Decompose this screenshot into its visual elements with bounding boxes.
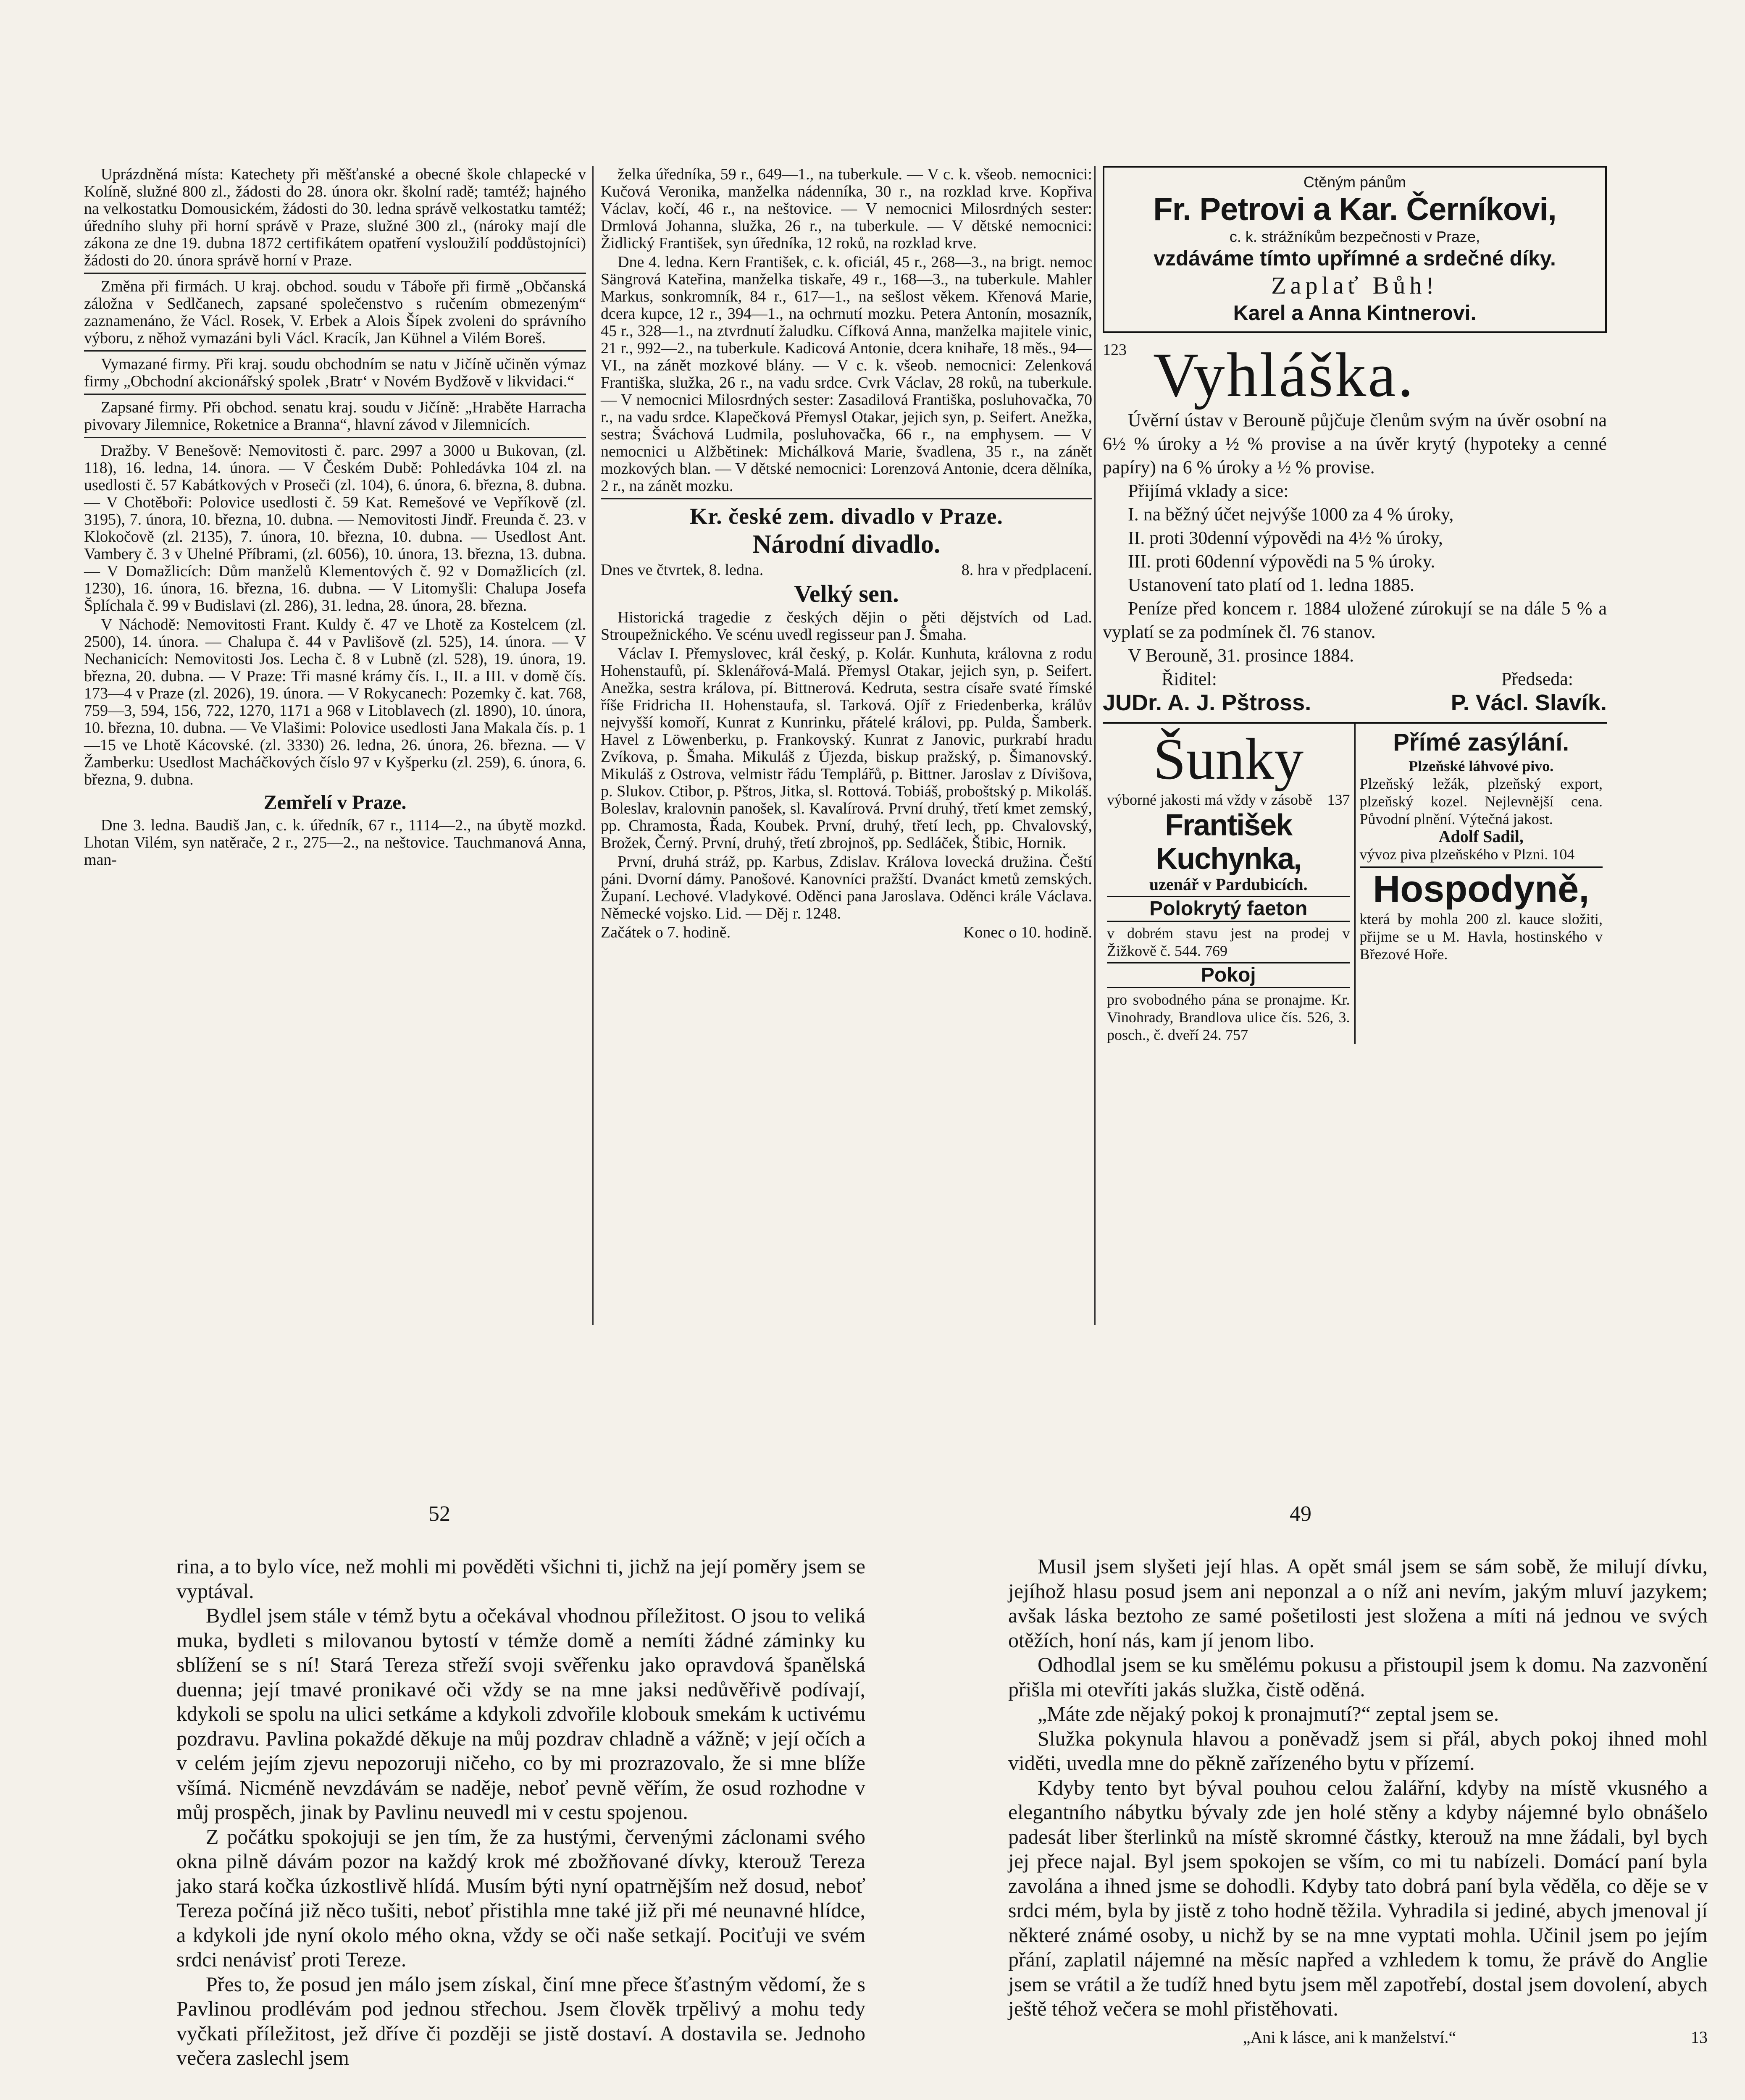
auctions-notice: Dražby. V Benešově: Nemovitosti č. parc. 2997 a 3000 u Bukovan, (zl. 118), 16. ledna, 14. února. — V Českém Dubě: Pohledávka 104 zl. na usedlosti č. 57 Kabátkových v Proseči (zl. 104), 6. února, 6. března, 8. dubna. — V Chotěboři: Polovice usedlosti č. 59 Kat. Remešové ve Vepříkově (zl. 3195), 7. února, 10. března, 10. dubna. — Nemovitosti Jindř. Freunda č. 23. v Klokočově (zl. 2135), 7. února, 10. března, 10. dubna. — Usedlost Ant. Vambery č. 3 v Uhelné Příbrami, (zl. 6056), 10. února, 13. března, 13. dubna. — V Domažlicích: Dům manželů Klementových č. 92 v Domažlicích (zl. 1230), 16. února, 16. března, 16. dubna. — V Litomyšli: Chalupa Josefa Šplíchala č. 99 v Budislavi (zl. 286), 31. ledna, 28. února, 28. března. [84, 442, 586, 614]
deaths-entry: Dne 3. ledna. Baudiš Jan, c. k. úředník, 67 r., 1114—2., na úbytě mozkd. Lhotan Vilém, syn natěrače, 2 r., 275—2., na neštovice. Tauchmanová Anna, man- [84, 816, 586, 869]
bank-notice [1103, 409, 1607, 667]
deaths-entry-day4: Dne 4. ledna. Kern František, c. k. oficiál, 45 r., 268—3., na brigt. nemoc Sängrová Kateřina, manželka tiskaře, 49 r., 168—3., na tuberkule. Mahler Markus, sonkromník, 84 r., 617—1., na sešlost věkem. Křenová Marie, dcera kupce, 12 r., 394—1., na ochrnutí mozku. Petera Antonín, mosazník, 45 r., 328—1., na ztvrdnutí žaludku. Cífková Anna, manželka majitele vinic, 21 r., 992—2., na tuberkule. Kadicová Antonie, dcera knihaře, 18 měs., 94—VI., na zánět mozkové blány. — V c. k. všeob. nemocnici: Zelenková Františka, služka, 26 r., na vadu srdce. Cvrk Václav, 28 roků, na tuberkule. — V nemocnici Milosrdných sester: Zasadilová Františka, posluhovačka, 70 r., na vadu srdce. Klapečková Přemysl Otakar, jejich syn, p. Seifert. Anežka, sestra; Šváchová Ludmila, posluhovačka, 66 r., na emphysem. — V nemocnici u Alžbětinek: Michálková Marie, švadlena, 35 r., na zánět mozkových blan. — V dětské nemocnici: Lorenzová Antonie, dcera dělníka, 2 r., na zánět mozku. [601, 253, 1092, 495]
bank-notice-signatures [1103, 691, 1607, 714]
performance-times [601, 924, 1092, 941]
carriage-ad-title: Polokrytý faeton [1107, 896, 1350, 922]
ham-ad-seller: František Kuchynka, [1156, 808, 1301, 876]
theatre-heading: Kr. české zem. divadlo v Praze. [690, 504, 1003, 529]
beer-ad-subtitle: Plzeňské láhvové pivo. [1409, 758, 1554, 774]
bank-notice-roles [1103, 667, 1607, 691]
subscription-note: 8. hra v předplacení. [961, 561, 1092, 579]
thanks-ad-signature: Karel a Anna Kintnerovi. [1233, 301, 1477, 325]
room-ad-text: pro svobodného pána se pronajme. Kr. Vinohrady, Brandlova ulice čís. 526, 3. posch., č. dveří 24. [1107, 991, 1350, 1043]
book-footer [1008, 2025, 1708, 2050]
start-time: Začátek o 7. hodině. [601, 924, 731, 941]
book-page-right [1008, 1554, 1708, 2050]
beer-ad-title: Přímé zasýlání. [1393, 729, 1569, 756]
ad-number: 104 [1552, 846, 1575, 863]
thanks-ad-blessing: Zaplať Bůh! [1271, 272, 1438, 299]
book-paragraph: Přes to, že posud jen málo jsem získal, činí mne přece šťastným vědomí, že s Pavlinou prodlévám pod jednou střechou. Jsem člověk trpělivý a mohu tedy vyčkati příležitost, jež dříve či později se jistě dostaví. A dostavila se. Jednoho večera zaslechl jsem [176, 1972, 865, 2069]
deleted-firms-notice: Vymazané firmy. Při kraj. soudu obchodním se natu v Jičíně učiněn výmaz firmy „Obchodní akcionářský spolek ‚Bratr‘ v Novém Bydžově v likvidaci.“ [84, 355, 586, 390]
bank-notice-validity: Ustanovení tato platí od 1. ledna 1885. [1128, 575, 1414, 595]
play-title: Velký sen. [794, 580, 899, 607]
carriage-ad-body [1107, 924, 1350, 960]
thanks-ad-role: c. k. strážníkům bezpečnosti v Praze, [1229, 228, 1480, 245]
director-role: Řiditel: [1162, 669, 1217, 689]
beer-ad-text: Plzeňský ležák, plzeňský export, plzeňský kozel. Nejlevnější cena. Původní plnění. Výtečná jakost. [1359, 775, 1603, 827]
chairman-role: Předseda: [1501, 669, 1573, 689]
room-ad-body [1107, 991, 1350, 1044]
ham-ad-text-row [1107, 791, 1350, 808]
book-paragraph: Bydlel jsem stále v témž bytu a očekával vhodnou příležitost. O jsou to veliká muka, bydleti s milovanou bytostí v témže domě a nemíti žádné záminky ku sblížení se s ní! Stará Tereza střeží svoji svěřenku jako opravdová španělská duenna; její tmavé pronikavé oči vždy se na mne jaksi nedůvěřivě podívají, kdykoli se spolu na ulici setkáme a kdykoli zdvořile klobouk smekám k uctivému pozdravu. Pavlina pokaždé děkuje na můj pozdrav chladně a vážně; v její očích a v celém jejím zjevu nepozoruji ničeho, co by mi prozrazovalo, že si mne blíže všímá. Nicméně nevzdávám se naděje, neboť pevně věřím, že osud rozhodne v můj prospěch, jinak by Pavlinu neuvedl mi v cestu spojenou. [176, 1604, 865, 1824]
section-heading-deaths: Zemřelí v Praze. [263, 791, 407, 814]
book-footer-number: 13 [1691, 2027, 1708, 2047]
deposit-rate-3: III. proti 60denní výpovědi na 5 % úroky. [1128, 551, 1435, 572]
ad-number: 123 [1103, 341, 1127, 359]
auctions-notice-cont: V Náchodě: Nemovitosti Frant. Kuldy č. 47 ve Lhotě za Kostelcem (zl. 2500), 14. února. — Chalupa č. 44 v Pavlišově (zl. 525), 14. února. — V Nechanicích: Nemovitosti Jos. Lecha č. 8 v Lubně (zl. 528), 19. února, 19. března, 20. dubna. — V Praze: Tři masné krámy čís. I., II. a III. v domě čís. 173—4 v Praze (zl. 2026), 19. února. — V Rokycanech: Pozemky č. kat. 768, 759—3, 594, 156, 722, 1270, 1171 a 968 v Litoblavech (zl. 1890), 10. února, 10. března, 10. dubna. — Ve Vlašimi: Polovice usedlosti Jana Makala čís. p. 1—15 ve Lhotě Kácovské. (zl. 3330) 26. ledna, 26. února, 26. března. — V Žamberku: Usedlost Macháčkových číslo 97 v Kyšperku (zl. 259), 6. února, 6. března, 9. dubna. [84, 616, 586, 788]
notice-header [1103, 341, 1607, 409]
ad-number: 757 [1225, 1026, 1248, 1043]
thanks-ad [1103, 166, 1607, 333]
beer-ad-text-2: vývoz piva plzeňského v Plzni. [1359, 846, 1548, 863]
book-paragraph: Kdyby tento byt býval pouhou celou žalářní, kdyby na místě vkusného a elegantního nábytku bývaly zde jen holé stěny a kdyby nájemné bylo obnášelo padesát liber šterlinků na místě skromné částky, kterouž na mne žádali, byl bych jej přece najal. Byl jsem spokojen se vším, co mi tu nabízeli. Domácí paní byla zavolána a ihned jsme se dohodli. Kdyby tato dobrá paní byla věděla, co děje se v srdci mém, byla by jistě z toho hodně těžila. Vyhradila si jediné, abych jmenoval jí některé známé osoby, u nichž by se na mne vyptati mohla. Učinil jsem po jejím přání, zaplatil nájemné na měsíc napřed a vzhledem k tomu, že právě do Anglie jsem se vrátil a že tudíž hned bytu jsem měl zapotřebí, dostal jsem dovolení, abych ještě téhož večera se mohl přistěhovati. [1008, 1775, 1708, 2020]
beer-ad-seller: Adolf Sadil, [1438, 827, 1524, 846]
divider [84, 394, 586, 395]
page-number-right: 49 [1290, 1502, 1311, 1526]
play-description: Historická tragedie z českých dějin o pěti dějstvích od Lad. Stroupežnického. Ve scénu uvedl regisseur pan J. Šmaha. [601, 609, 1092, 643]
thanks-ad-names: Fr. Petrovi a Kar. Černíkovi, [1153, 192, 1556, 227]
divider [601, 498, 1092, 499]
theatre-subheading: Národní divadlo. [752, 530, 941, 559]
book-paragraph: „Máte zde nějaký pokoj k pronajmutí?“ zeptal jsem se. [1038, 1702, 1499, 1725]
room-ad-title: Pokoj [1107, 962, 1350, 988]
vacancies-notice: Uprázdněná místa: Katechety při měšťanské a obecné škole chlapecké v Kolíně, služné 800 zl., žádosti do 28. února okr. školní radě; tamtéž; hajného na velkostatku Domousickém, žádosti do 30. ledna správě velkostatku tamtéž; úředního sluhy při horní správě v Praze, služné 300 zl., (nároky mají dle zákona ze dne 19. dubna 1872 certifikátem opatření vysloužilí poddůstojníci) žádosti do 20. února správě horní v Praze. [84, 165, 586, 269]
news-column-1 [84, 166, 586, 870]
small-ads-right [1354, 724, 1607, 1044]
director-name: JUDr. A. J. Pštross. [1103, 690, 1311, 715]
book-page-left [176, 1554, 865, 2070]
deaths-entry-cont: želka úředníka, 59 r., 649—1., na tuberkule. — V c. k. všeob. nemocnici: Kučová Veronika, manželka nádenníka, 30 r., na rozklad krve. Kopřiva Václav, kočí, 46 r., na neštovice. — V nemocnici Milosrdných sester: Drmlová Johanna, služka, 26 r., na tuberkule. — V dětské nemocnici: Židlický František, syn úředníka, 12 roků, na rozklad krve. [601, 165, 1092, 252]
beer-ad-body [1360, 845, 1603, 863]
book-paragraph: Musil jsem slyšeti její hlas. A opět smál jsem se sám sobě, že milují dívku, jejíhož hlasu posud jsem ani neponzal a o níž ani nevím, jakým mluví jazykem; avšak láska beztoho ze samé pošetilosti jest složena a míti ná jednou ve svých otěžích, honí nás, kam jí jenom libo. [1008, 1554, 1708, 1652]
thanks-ad-intro: Ctěným pánům [1303, 173, 1406, 191]
divider [84, 350, 586, 352]
book-paragraph: Odhodlal jsem se ku smělému pokusu a přistoupil jsem k domu. Na zazvonění přišla mi otevříti jakás služka, čistě oděná. [1008, 1653, 1708, 1701]
performance-date-row [601, 562, 1092, 579]
housekeeper-ad-text: která by mohla 200 zl. kauce složiti, přijme se u M. Havla, hostinského v Březové Hoře. [1359, 911, 1603, 963]
end-time: Konec o 10. hodině. [963, 924, 1092, 941]
performance-date: Dnes ve čtvrtek, 8. ledna. [601, 561, 764, 579]
ad-number: 137 [1327, 791, 1350, 808]
firm-change-notice: Změna při firmách. U kraj. obchod. soudu v Táboře při firmě „Občanská záložna v Sedlčanech, zapsané společenstvo s ručením obmezeným“ zaznamenáno, že Václ. Rosek, V. Erbek a Alois Šípek zvoleni do správního výboru, z něhož vymazáni byli Václ. Kracík, Jan Kühnel a Vilém Boreš. [84, 278, 586, 347]
notice-title: Vyhláška. [1153, 340, 1415, 410]
book-footer-title: „Ani k lásce, ani k manželství.“ [1243, 2027, 1456, 2047]
ham-ad-address: uzenář v Pardubicích. [1149, 875, 1308, 894]
bank-notice-place: V Berouně, 31. prosince 1884. [1128, 645, 1354, 666]
ham-ad-text: výborné jakosti má vždy v zásobě [1107, 791, 1312, 808]
registered-firms-notice: Zapsané firmy. Při obchod. senatu kraj. soudu v Jičíně: „Hraběte Harracha pivovary Jilemnice, Roketnice a Branna“, hlavní závod v Jilemnicích. [84, 399, 586, 433]
carriage-ad-text: v dobrém stavu jest na prodej v Žižkově č. 544. [1107, 925, 1350, 959]
bank-notice-interest: Peníze před koncem r. 1884 uložené zúrokují se na dále 5 % a vyplatí se za podmínek čl. 76 stanov. [1103, 598, 1607, 642]
column-rule [1094, 166, 1096, 1325]
news-column-2 [601, 166, 1092, 943]
book-paragraph: Služka pokynula hlavou a poněvadž jsem si přál, abych pokoj ihned mohl viděti, uvedla mne do pěkně zařízeného bytu v přízemí. [1008, 1726, 1708, 1774]
divider [84, 437, 586, 438]
bank-notice-text: Úvěrní ústav v Berouně půjčuje členům svým na úvěr osobní na 6½ % úroky a ½ % provise a na úvěr krytý (hypoteky a cenné papíry) na 6 % úroky a ½ % provise. [1103, 410, 1607, 478]
thanks-ad-message: vzdáváme tímto upřímné a srdečné díky. [1154, 247, 1556, 270]
book-paragraph: rina, a to bylo více, než mohli mi pověděti všichni ti, jichž na její poměry jsem se vyptával. [176, 1554, 865, 1603]
ham-ad-title: Šunky [1153, 727, 1304, 792]
cast-list-cont: První, druhá stráž, pp. Karbus, Zdislav. Králova lovecká družina. Čeští páni. Dvorní dámy. Panošové. Kanovníci pražští. Dvanáct kmetů zemských. Županí. Lechové. Vladykové. Oděnci pana Jaroslava. Oděnci krále Václava. Německé vojsko. Lid. — Děj r. 1248. [601, 853, 1092, 922]
column-rule [592, 166, 594, 1325]
cast-list: Václav I. Přemyslovec, král český, p. Kolár. Kunhuta, královna z rodu Hohenstaufů, pí. Sklenářová-Malá. Přemysl Otakar, jejich syn, p. Seifert. Anežka, sestra králova, pí. Bittnerová. Kedruta, sestra císaře svaté římské říše Fridricha II. Hohenstaufa, sl. Tarková. Ojíř z Friedenberka, králův nejvyšší komoří, Kunrat z Kunrinku, přátelé královi, pp. Pulda, Šamberk. Havel z Löwenberku, p. Frankovský. Kunrat z Janovic, purkrabí hradu Zvíkova, p. Šmaha. Mikuláš z Újezda, biskup pražský, p. Šimanovský. Mikuláš z Ostrova, velmistr řádu Templářů, p. Bittner. Jaroslav z Dívišova, p. Slukov. Ctibor, p. Pštros, Jitka, sl. Rottová. Tobiáš, proboštský p. Mikoláš. Boleslav, kralovnin panošek, sl. Kavalírová. První druhý, třetí kmet zemský, pp. Chramosta, Řada, Koubek. První, druhý, třetí lech, pp. Chvalovský, Brožek, Černý. První, druhý, třetí zbrojnoš, pp. Sedláček, Štibic, Hornik. [601, 645, 1092, 852]
ads-column [1103, 166, 1607, 1044]
housekeeper-ad-title: Hospodyně, [1360, 866, 1603, 910]
small-ads-grid [1103, 722, 1607, 1044]
chairman-name: P. Václ. Slavík. [1451, 690, 1607, 715]
page-number-left: 52 [428, 1502, 450, 1526]
divider [84, 273, 586, 274]
deposit-rate-1: I. na běžný účet nejvýše 1000 za 4 % úroky, [1128, 504, 1454, 525]
deposit-rate-2: II. proti 30denní výpovědi na 4½ % úroky, [1128, 528, 1443, 548]
small-ads-left [1103, 724, 1354, 1044]
book-paragraph: Z počátku spokojuji se jen tím, že za hustými, červenými záclonami svého okna pilně dávám pozor na každý krok mé zbožňované dívky, kterouž Tereza jako stará kočka úzkostlivě hlídá. Musím býti nyní opatrnějším než dosud, neboť Tereza počíná již něco tušiti, neboť přistihla mne také již při mé neunavné hlídce, a kdykoli jde nyní okolo mého okna, vždy se oči naše setkají. Pociťuji ve svém srdci nenávisť proti Tereze. [176, 1824, 865, 1971]
bank-notice-deposits: Přijímá vklady a sice: [1128, 480, 1289, 501]
ad-number: 769 [1204, 942, 1227, 959]
